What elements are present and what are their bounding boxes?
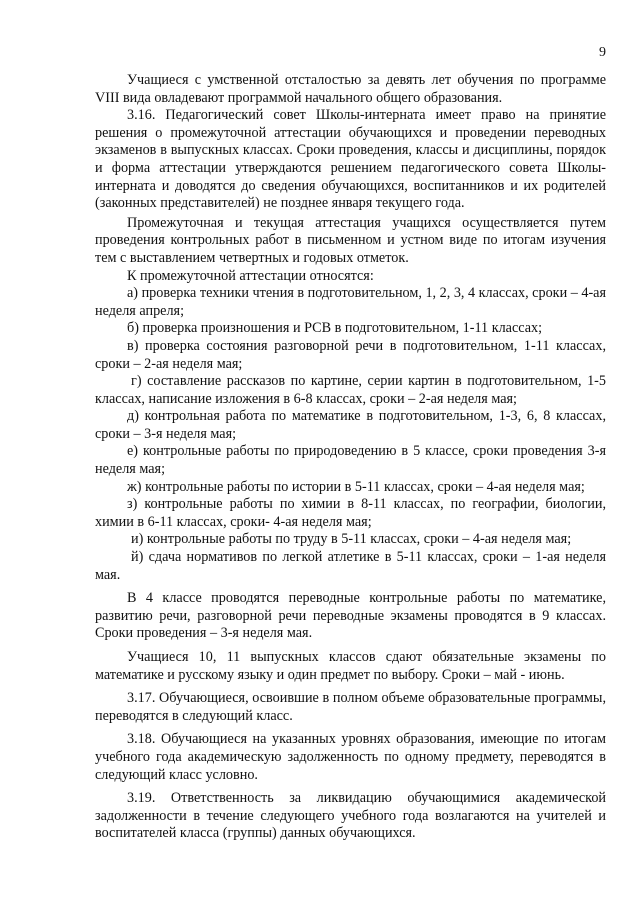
list-item-a: а) проверка техники чтения в подготовительном, 1, 2, 3, 4 классах, сроки – 4-ая неделя апреля; xyxy=(95,285,606,319)
paragraph-attestation: Промежуточная и текущая аттестация учащихся осуществляется путем проведения контрольных работ в письменном и устном виде по итогам изучения тем с выставлением четвертных и годовых отметок. xyxy=(95,214,606,266)
paragraph-3-16: 3.16. Педагогический совет Школы-интерната имеет право на принятие решения о промежуточной аттестации обучающихся и проведении переводных экзаменов в выпускных классах. Сроки проведения, классы и дисциплины, порядок и форма аттестации утверждаются решением педагогического совета Школы-интерната и доводятся до сведения обучающихся, воспитанников и их родителей (законных представителей) не позднее января текущего года. xyxy=(95,107,606,212)
paragraph-grade-10-11-exams: Учащиеся 10, 11 выпускных классов сдают обязательные экзамены по математике и русскому языку и один предмет по выбору. Сроки – май - июнь. xyxy=(95,649,606,683)
list-item-v: в) проверка состояния разговорной речи в подготовительном, 1-11 классах, сроки – 2-ая неделя мая; xyxy=(95,337,606,372)
paragraph-attestation-list-intro: К промежуточной аттестации относятся: xyxy=(127,267,374,284)
paragraph-grade-4-exams: В 4 классе проводятся переводные контрольные работы по математике, развитию речи, разговорной речи переводные экзамены проводятся в 9 классах. Сроки проведения – 3-я неделя мая. xyxy=(95,590,606,642)
paragraph-3-18: 3.18. Обучающиеся на указанных уровнях образования, имеющие по итогам учебного года академическую задолженность по одному предмету, переводятся в следующий класс условно. xyxy=(95,731,606,783)
list-item-d: д) контрольная работа по математике в подготовительном, 1-3, 6, 8 классах, сроки – 3-я неделя мая; xyxy=(95,408,606,442)
list-item-zh: ж) контрольные работы по истории в 5-11 классах, сроки – 4-ая неделя мая; xyxy=(127,478,585,495)
list-item-g: г) составление рассказов по картине, серии картин в подготовительном, 1-5 классах, написание изложения в 6-8 классах, сроки – 2-ая неделя мая; xyxy=(95,373,606,407)
list-item-e: е) контрольные работы по природоведению в 5 классе, сроки проведения 3-я неделя мая; xyxy=(95,443,606,478)
list-item-z: з) контрольные работы по химии в 8-11 классах, по географии, биологии, химии в 6-11 классах, сроки- 4-ая неделя мая; xyxy=(95,496,606,530)
list-item-b: б) проверка произношения и РСВ в подготовительном, 1-11 классах; xyxy=(127,320,543,337)
paragraph-program-viii: Учащиеся с умственной отсталостью за девять лет обучения по программе VIII вида овладевают программой начального общего образования. xyxy=(95,72,606,106)
list-item-ii: й) сдача нормативов по легкой атлетике в 5-11 классах, сроки – 1-ая неделя мая. xyxy=(95,549,606,583)
page-number: 9 xyxy=(599,45,606,60)
paragraph-3-17: 3.17. Обучающиеся, освоившие в полном объеме образовательные программы, переводятся в следующий класс. xyxy=(95,690,606,724)
document-body xyxy=(95,72,606,843)
paragraph-3-19: 3.19. Ответственность за ликвидацию обучающимися академической задолженности в течение следующего учебного года возлагаются на учителей и воспитателей класса (группы) данных обучающихся. xyxy=(95,790,606,842)
list-item-i: и) контрольные работы по труду в 5-11 классах, сроки – 4-ая неделя мая; xyxy=(131,531,572,548)
